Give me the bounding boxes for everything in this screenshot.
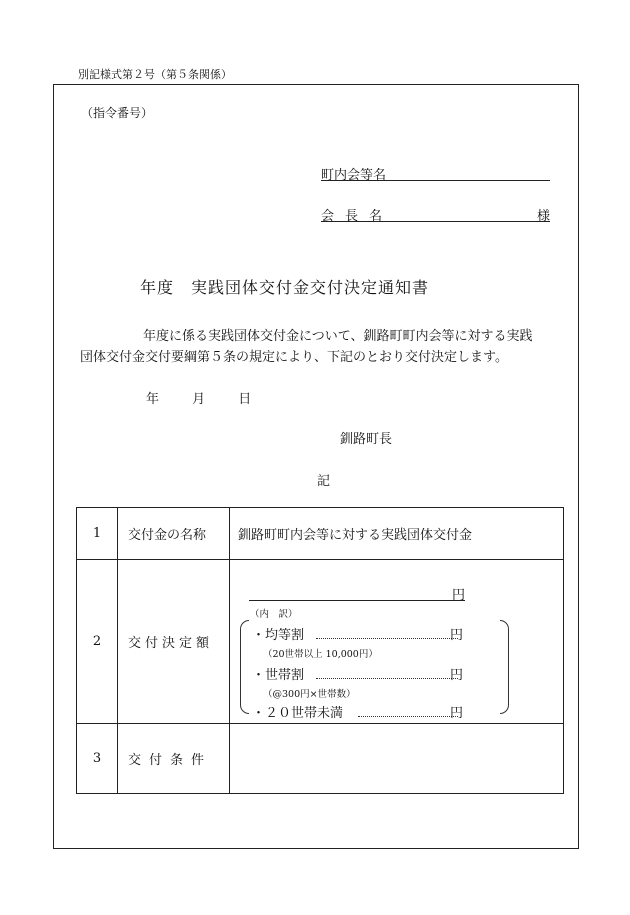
household-share-unit: 円	[450, 668, 464, 683]
date-year: 年	[146, 392, 160, 407]
table-row	[77, 560, 564, 724]
equal-share-blank	[316, 624, 458, 639]
order-number-label: （指令番号）	[81, 106, 154, 120]
form-label: 別記様式第２号（第５条関係）	[78, 68, 232, 81]
body-line-2: 団体交付金交付要綱第５条の規定により、下記のとおり交付決定します。	[80, 350, 508, 365]
issuer: 釧路町長	[340, 432, 393, 447]
row-number: 1	[77, 508, 118, 560]
breakdown-label: （内 訳）	[250, 609, 298, 620]
row-number: 2	[77, 560, 118, 724]
details-table	[76, 507, 564, 794]
total-amount-line	[249, 584, 465, 601]
document-title: 年度 実践団体交付金交付決定通知書	[140, 278, 430, 297]
household-share-blank	[316, 664, 458, 679]
date-line	[146, 388, 251, 407]
item-equal-share	[252, 624, 304, 642]
body-line-1: 年度に係る実践団体交付金について、釧路町町内会等に対する実践	[143, 329, 533, 344]
amount-cell	[230, 560, 563, 723]
item-label: ・世帯割	[252, 668, 305, 683]
conditions-value	[230, 724, 564, 794]
body-text	[80, 326, 562, 368]
row-heading: 交付条件	[118, 724, 230, 794]
equal-share-note: （20世帯以上 10,000円）	[263, 649, 378, 660]
item-under-twenty	[252, 702, 343, 720]
table-row	[77, 724, 564, 794]
chairman-label: 会長名	[321, 209, 394, 224]
equal-share-unit: 円	[450, 628, 464, 643]
chairman-field	[321, 205, 550, 222]
right-brace	[500, 620, 509, 714]
ki-marker: 記	[317, 474, 331, 489]
association-name-field	[321, 164, 550, 181]
row-heading: 交付決定額	[118, 560, 230, 724]
item-household-share	[252, 664, 304, 682]
row-heading: 交付金の名称	[118, 508, 230, 560]
date-month: 月	[192, 392, 206, 407]
row-number: 3	[77, 724, 118, 794]
left-brace	[240, 620, 249, 714]
association-name-label: 町内会等名	[321, 168, 387, 183]
under-twenty-blank	[358, 702, 458, 717]
honorific: 様	[536, 209, 550, 224]
under-twenty-unit: 円	[450, 706, 464, 721]
table-row	[77, 508, 564, 560]
grant-name-value: 釧路町町内会等に対する実践団体交付金	[230, 508, 564, 560]
item-label: ・均等割	[252, 628, 305, 643]
household-share-note: （@300円×世帯数）	[263, 689, 356, 700]
total-unit: 円	[451, 588, 465, 603]
date-day: 日	[238, 392, 252, 407]
item-label: ・２０世帯未満	[252, 706, 344, 721]
